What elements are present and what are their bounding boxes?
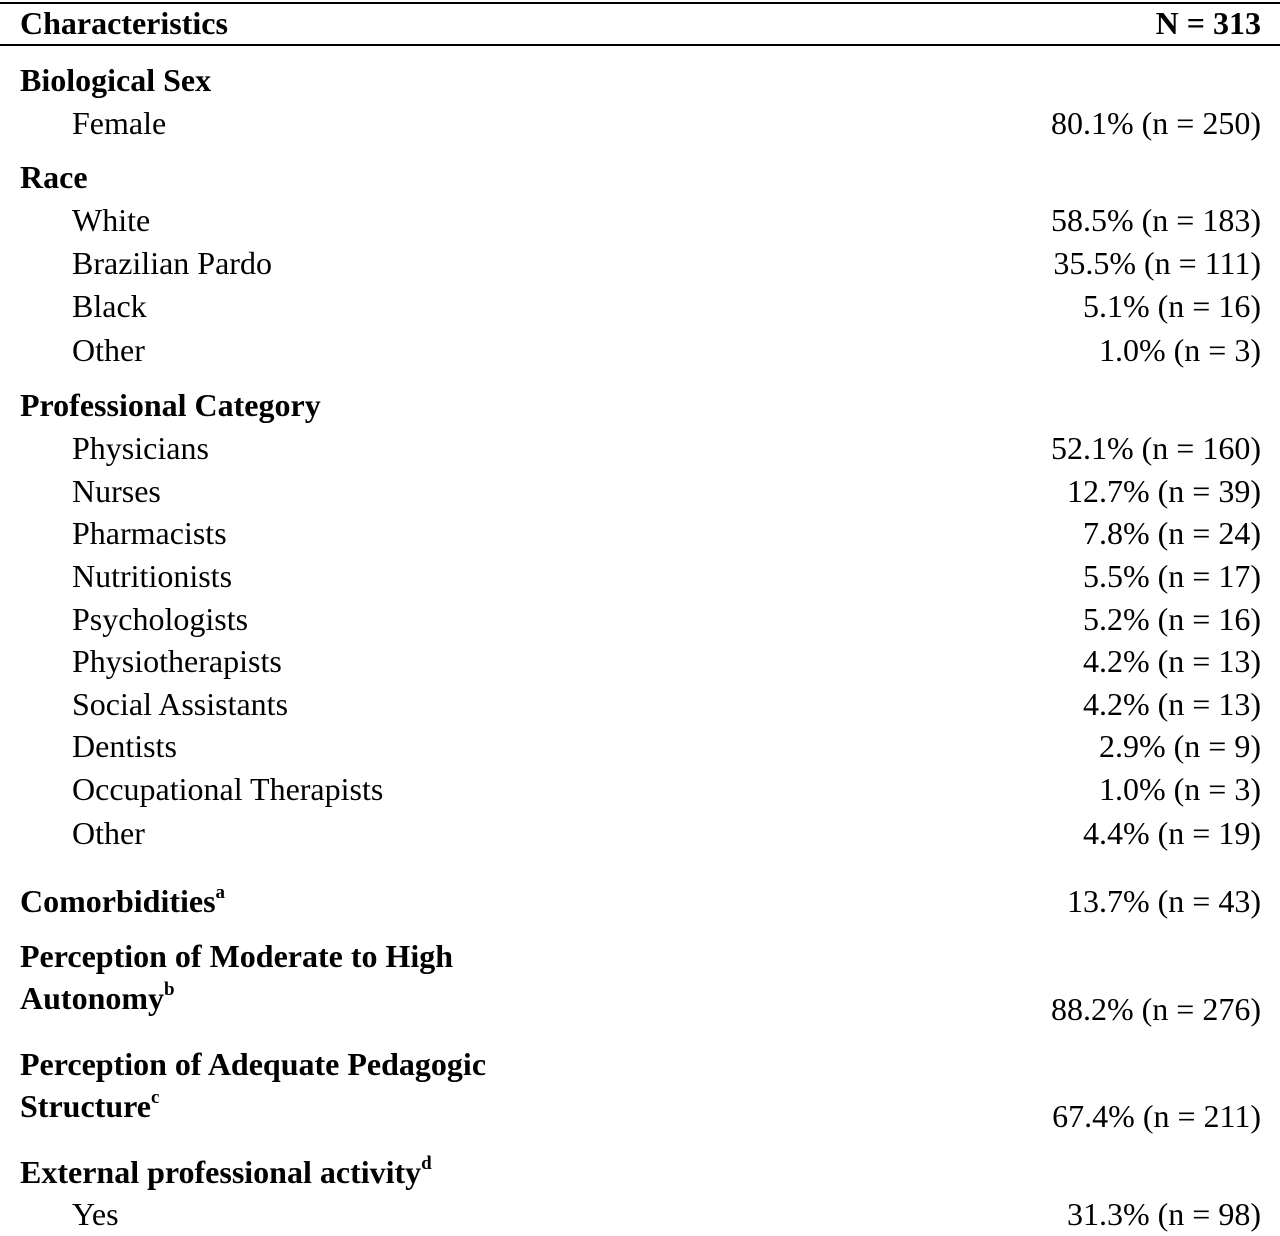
external-activity-label: External professional activity [20,1154,422,1190]
row-label: Psychologists [72,601,249,637]
row-label: Pharmacists [72,515,227,551]
row-value: 13.7% (n = 43) [1066,883,1261,919]
row-label: Nutritionists [72,558,233,594]
pedagogic-label: Structure [20,1088,151,1124]
row-value: 80.1% (n = 250) [1050,105,1261,141]
row-value: 58.5% (n = 183) [1050,202,1261,238]
row-value: 52.1% (n = 160) [1050,430,1261,466]
row-label: Physicians [72,430,209,466]
section-title-pedagogic-line2 [20,1087,159,1125]
row-value: 5.1% (n = 16) [1082,288,1261,324]
footnote-marker-b: b [164,979,175,1000]
table-header-rule [0,44,1280,46]
row-label: Female [72,105,167,141]
row-label: Other [72,815,145,851]
row-value: 4.2% (n = 13) [1082,686,1261,722]
autonomy-label: Autonomy [20,980,165,1016]
row-value: 12.7% (n = 39) [1066,473,1261,509]
row-label: Other [72,332,145,368]
row-value: 35.5% (n = 111) [1053,245,1261,281]
row-label: White [72,202,151,238]
row-label: Occupational Therapists [72,771,384,807]
footnote-marker-a: a [215,882,226,903]
row-value: 2.9% (n = 9) [1098,728,1261,764]
section-title-external-activity [20,1153,432,1191]
section-title-autonomy-line2 [20,979,175,1017]
section-title-biological-sex: Biological Sex [20,62,212,98]
row-value: 1.0% (n = 3) [1098,332,1261,368]
row-label: Black [72,288,147,324]
footnote-marker-c: c [150,1087,160,1108]
section-title-autonomy-line1: Perception of Moderate to High [20,938,454,974]
row-label: Yes [72,1196,119,1232]
row-value: 5.2% (n = 16) [1082,601,1261,637]
section-title-comorbidities [20,882,225,920]
row-label: Physiotherapists [72,643,282,679]
column-header-n-total: N = 313 [1155,5,1261,41]
row-label: Brazilian Pardo [72,245,272,281]
row-value: 1.0% (n = 3) [1098,771,1261,807]
row-value: 4.4% (n = 19) [1082,815,1261,851]
row-label: Nurses [72,473,161,509]
row-value: 88.2% (n = 276) [1050,991,1261,1027]
footnote-marker-d: d [421,1153,432,1174]
section-title-race: Race [20,159,88,195]
section-title-pedagogic-line1: Perception of Adequate Pedagogic [20,1046,487,1082]
section-title-professional-category: Professional Category [20,387,321,423]
row-value: 67.4% (n = 211) [1052,1098,1261,1134]
row-value: 5.5% (n = 17) [1082,558,1261,594]
row-value: 31.3% (n = 98) [1066,1196,1261,1232]
row-label: Dentists [72,728,177,764]
row-value: 7.8% (n = 24) [1082,515,1261,551]
row-label: Social Assistants [72,686,289,722]
row-value: 4.2% (n = 13) [1082,643,1261,679]
comorbidities-label: Comorbidities [20,883,216,919]
column-header-characteristics: Characteristics [20,5,228,41]
